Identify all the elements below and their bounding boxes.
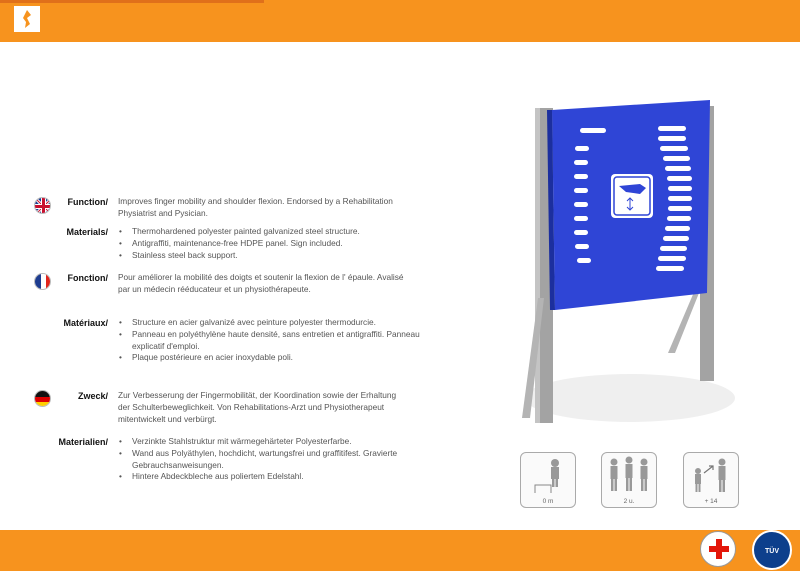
list-item: • Panneau en polyéthylène haute densité, sans entretien et antigraffiti. Panneau explicatif d'emploi. (132, 329, 422, 353)
footer-bar (0, 530, 800, 571)
list-item: • Stainless steel back support. (132, 250, 422, 262)
function-label-fr: Fonction/ (67, 273, 108, 283)
users-icon (602, 453, 656, 497)
medical-cross-icon (700, 531, 736, 567)
list-item: • Thermohardened polyester painted galvanized steel structure. (132, 226, 422, 238)
materials-label-fr: Matériaux/ (63, 318, 108, 328)
list-item: • Hintere Abdeckbleche aus poliertem Edelstahl. (132, 471, 422, 483)
function-text-en: Improves finger mobility and shoulder flexion. Endorsed by a Rehabilitation Physiatrist and Pysician. (118, 196, 393, 218)
product-image (500, 98, 740, 428)
materials-list-de (118, 436, 422, 483)
header-bar (0, 0, 800, 42)
logo-icon (14, 6, 40, 32)
materials-list-fr (118, 317, 422, 364)
function-text-fr: Pour améliorer la mobilité des doigts et soutenir la flexion de l' épaule. Avalisé par un médecin rééducateur et un physiothérapeute. (118, 272, 404, 294)
header-strip (0, 0, 264, 3)
function-label-de: Zweck/ (77, 391, 108, 401)
materials-label-en: Materials/ (66, 227, 108, 237)
age-icon-box (683, 452, 739, 508)
age-icon (684, 453, 738, 497)
brand-logo (14, 6, 40, 32)
function-text-de: Zur Verbesserung der Fingermobilität, der Koordination sowie der Erhaltung der Schulterbeweglichkeit. Von Rehabilitations-Arzt und Physiotherapeut mitentwickelt und verbürgt. (118, 390, 397, 424)
height-icon-box (520, 452, 576, 508)
function-label-en: Function/ (67, 197, 108, 207)
list-item: • Verzinkte Stahlstruktur mit wärmegehärteter Polyesterfarbe. (132, 436, 422, 448)
users-caption: 2 u. (623, 498, 635, 505)
tuv-badge: TÜV (752, 530, 792, 570)
list-item: • Wand aus Polyäthylen, hochdicht, wartungsfrei und graffitifest. Gravierte Gebrauchsanweisungen. (132, 448, 422, 472)
fall-height-caption: 0 m (542, 498, 554, 505)
materials-label-de: Materialien/ (58, 437, 108, 447)
users-icon-box (601, 452, 657, 508)
fall-height-icon (521, 453, 575, 497)
list-item: • Antigraffiti, maintenance-free HDPE panel. Sign included. (132, 238, 422, 250)
list-item: • Structure en acier galvanizé avec peinture polyester thermodurcie. (132, 317, 422, 329)
materials-list-en (118, 226, 422, 261)
age-caption: + 14 (704, 498, 718, 505)
list-item: • Plaque postérieure en acier inoxydable poli. (132, 352, 422, 364)
